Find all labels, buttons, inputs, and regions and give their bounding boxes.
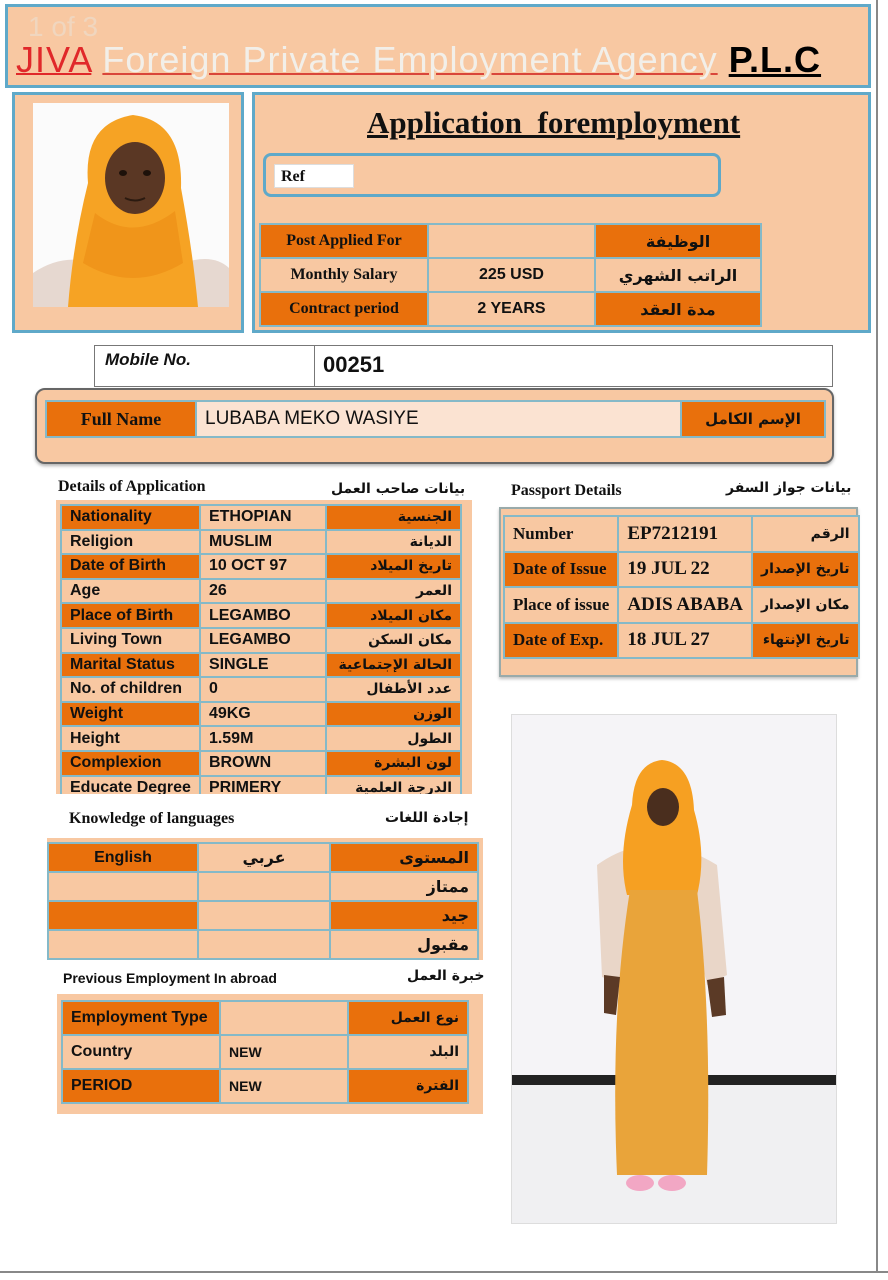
contract-label-ar: مدة العقد xyxy=(595,292,761,326)
salary-label-ar: الراتب الشهري xyxy=(595,258,761,292)
previous-employment-label: Employment Type xyxy=(62,1001,220,1035)
passport-table xyxy=(503,515,860,659)
detail-label-ar: الوزن xyxy=(326,702,461,727)
previous-employment-row xyxy=(62,1069,468,1103)
detail-value: 26 xyxy=(200,579,326,604)
previous-employment-row xyxy=(62,1001,468,1035)
language-level-row xyxy=(48,872,478,901)
detail-value: 49KG xyxy=(200,702,326,727)
detail-value: 0 xyxy=(200,677,326,702)
english-level-cell xyxy=(48,930,198,959)
post-value xyxy=(428,224,595,258)
detail-label: Age xyxy=(61,579,200,604)
level-label: ممتاز xyxy=(330,872,478,901)
agency-suffix: P.L.C xyxy=(728,39,822,80)
detail-label-ar: الديانة xyxy=(326,530,461,555)
arabic-level-cell xyxy=(198,930,330,959)
detail-label-ar: مكان الميلاد xyxy=(326,603,461,628)
detail-label: Height xyxy=(61,726,200,751)
detail-label-ar: تاريخ الميلاد xyxy=(326,554,461,579)
detail-row xyxy=(61,702,461,727)
previous-employment-label-ar: البلد xyxy=(348,1035,468,1069)
detail-value: LEGAMBO xyxy=(200,603,326,628)
passport-label: Date of Exp. xyxy=(504,623,618,659)
language-level-header: المستوى xyxy=(330,843,478,872)
level-label: مقبول xyxy=(330,930,478,959)
application-title: Application foremployment xyxy=(367,105,741,140)
previous-employment-value xyxy=(220,1001,348,1035)
detail-row xyxy=(61,530,461,555)
detail-label: Date of Birth xyxy=(61,554,200,579)
english-level-cell xyxy=(48,872,198,901)
agency-name xyxy=(16,39,821,81)
arabic-level-cell xyxy=(198,901,330,930)
mobile-divider xyxy=(314,346,315,386)
mobile-value: 00251 xyxy=(323,352,385,377)
detail-row xyxy=(61,677,461,702)
detail-row xyxy=(61,628,461,653)
full-name-bar xyxy=(35,388,834,464)
ref-field xyxy=(263,153,721,197)
detail-label: Complexion xyxy=(61,751,200,776)
detail-label-ar: الجنسية xyxy=(326,505,461,530)
page-edge-bottom xyxy=(0,1271,888,1273)
previous-employment-label-ar: نوع العمل xyxy=(348,1001,468,1035)
detail-label: Nationality xyxy=(61,505,200,530)
detail-label-ar: الحالة الإجتماعية xyxy=(326,653,461,678)
detail-row xyxy=(61,579,461,604)
portrait-frame xyxy=(12,92,244,333)
detail-label-ar: مكان السكن xyxy=(326,628,461,653)
languages-title-ar: إجادة اللغات xyxy=(385,810,469,826)
mobile-label: Mobile No. xyxy=(105,350,191,369)
agency-brand: JIVA xyxy=(16,39,92,80)
language-english: English xyxy=(48,843,198,872)
contract-row xyxy=(260,292,761,326)
detail-label-ar: لون البشرة xyxy=(326,751,461,776)
mobile-row xyxy=(94,345,833,387)
detail-row xyxy=(61,653,461,678)
full-name-table xyxy=(45,400,826,438)
details-panel xyxy=(56,500,472,794)
applicant-full-photo xyxy=(511,714,837,1224)
passport-label-ar: تاريخ الإصدار xyxy=(752,552,859,588)
detail-label: Marital Status xyxy=(61,653,200,678)
detail-label: Living Town xyxy=(61,628,200,653)
previous-employment-table xyxy=(61,1000,469,1104)
passport-label-ar: مكان الإصدار xyxy=(752,587,859,623)
details-table xyxy=(60,504,462,794)
detail-value: PRIMERY xyxy=(200,776,326,794)
post-label-ar: الوظيفة xyxy=(595,224,761,258)
previous-employment-value: NEW xyxy=(220,1069,348,1103)
detail-row xyxy=(61,505,461,530)
salary-label: Monthly Salary xyxy=(260,258,428,292)
passport-row xyxy=(504,516,859,552)
passport-label-ar: الرقم xyxy=(752,516,859,552)
ref-label: Ref xyxy=(274,164,354,188)
languages-table xyxy=(47,842,479,960)
passport-label: Number xyxy=(504,516,618,552)
full-name-label: Full Name xyxy=(46,401,196,437)
languages-title: Knowledge of languages xyxy=(69,810,235,827)
contract-value: 2 YEARS xyxy=(428,292,595,326)
passport-row xyxy=(504,552,859,588)
agency-header xyxy=(5,4,871,88)
post-label: Post Applied For xyxy=(260,224,428,258)
level-label: جيد xyxy=(330,901,478,930)
page-indicator: 1 of 3 xyxy=(28,11,99,42)
previous-employment-label-ar: الفترة xyxy=(348,1069,468,1103)
detail-label: Weight xyxy=(61,702,200,727)
post-row xyxy=(260,224,761,258)
detail-label-ar: العمر xyxy=(326,579,461,604)
detail-value: LEGAMBO xyxy=(200,628,326,653)
details-title-ar: بيانات صاحب العمل xyxy=(331,481,466,497)
passport-value: 19 JUL 22 xyxy=(618,552,752,588)
detail-value: SINGLE xyxy=(200,653,326,678)
detail-row xyxy=(61,726,461,751)
detail-label-ar: الدرجة العلمية xyxy=(326,776,461,794)
detail-label: No. of children xyxy=(61,677,200,702)
arabic-level-cell xyxy=(198,872,330,901)
previous-employment-panel xyxy=(57,994,483,1114)
salary-value: 225 USD xyxy=(428,258,595,292)
detail-value: 1.59M xyxy=(200,726,326,751)
details-title: Details of Application xyxy=(58,478,206,495)
passport-title-ar: بيانات جواز السفر xyxy=(726,480,852,496)
previous-employment-label: Country xyxy=(62,1035,220,1069)
full-name-label-ar: الإسم الكامل xyxy=(681,401,825,437)
detail-row xyxy=(61,776,461,794)
previous-employment-title-ar: خبرة العمل xyxy=(407,968,485,984)
previous-employment-value: NEW xyxy=(220,1035,348,1069)
page-edge-right xyxy=(876,0,878,1272)
previous-employment-title: Previous Employment In abroad xyxy=(63,970,277,986)
detail-row xyxy=(61,751,461,776)
detail-row xyxy=(61,554,461,579)
detail-label: Place of Birth xyxy=(61,603,200,628)
agency-title-rest: Foreign Private Employment Agency xyxy=(102,39,718,80)
contract-label: Contract period xyxy=(260,292,428,326)
passport-title: Passport Details xyxy=(511,482,622,499)
language-level-row xyxy=(48,901,478,930)
passport-value: EP7212191 xyxy=(618,516,752,552)
application-panel xyxy=(252,92,871,333)
detail-label-ar: عدد الأطفال xyxy=(326,677,461,702)
detail-label: Educate Degree xyxy=(61,776,200,794)
full-name-value: LUBABA MEKO WASIYE xyxy=(196,401,681,437)
language-level-row xyxy=(48,930,478,959)
languages-panel xyxy=(47,838,483,960)
passport-row xyxy=(504,587,859,623)
detail-value: ETHOPIAN xyxy=(200,505,326,530)
detail-label-ar: الطول xyxy=(326,726,461,751)
passport-value: ADIS ABABA xyxy=(618,587,752,623)
languages-header-row xyxy=(48,843,478,872)
passport-row xyxy=(504,623,859,659)
detail-value: BROWN xyxy=(200,751,326,776)
previous-employment-label: PERIOD xyxy=(62,1069,220,1103)
passport-panel xyxy=(499,507,858,677)
detail-row xyxy=(61,603,461,628)
language-arabic: عربي xyxy=(198,843,330,872)
salary-row xyxy=(260,258,761,292)
passport-label: Place of issue xyxy=(504,587,618,623)
detail-value: 10 OCT 97 xyxy=(200,554,326,579)
detail-value: MUSLIM xyxy=(200,530,326,555)
detail-label: Religion xyxy=(61,530,200,555)
english-level-cell xyxy=(48,901,198,930)
applicant-portrait-photo xyxy=(33,103,229,307)
passport-label: Date of Issue xyxy=(504,552,618,588)
post-table xyxy=(259,223,762,327)
passport-label-ar: تاريخ الإنتهاء xyxy=(752,623,859,659)
previous-employment-row xyxy=(62,1035,468,1069)
passport-value: 18 JUL 27 xyxy=(618,623,752,659)
